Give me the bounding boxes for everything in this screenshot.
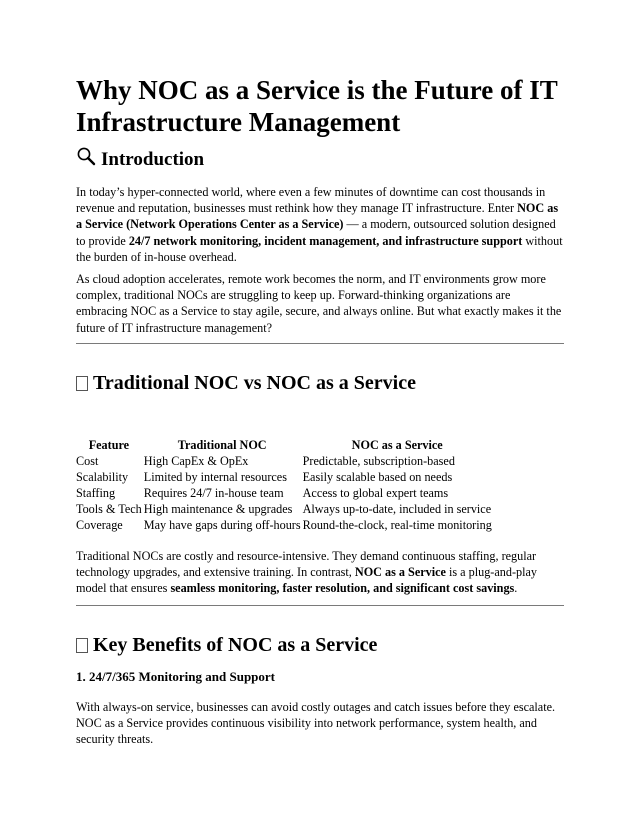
table-row — [76, 517, 494, 533]
table-cell: High CapEx & OpEx — [143, 454, 249, 468]
comparison-text-1: Traditional NOCs are costly and resource-intensive. They demand continuous staffing, regular technology upgrades, and extensive training. In contrast, — [76, 549, 537, 580]
intro-heading — [76, 146, 204, 173]
table-cell: Access to global expert teams — [302, 486, 449, 500]
table-cell: Coverage — [76, 518, 123, 532]
table-cell: Limited by internal resources — [143, 470, 287, 484]
comparison-text-2: is a plug-and-play model that ensures — [76, 565, 537, 596]
section-divider — [76, 605, 564, 606]
intro-paragraph-1 — [76, 184, 564, 265]
table-row — [76, 485, 494, 501]
table-cell: Predictable, subscription-based — [302, 454, 455, 468]
table-row — [76, 453, 494, 469]
table-cell: Tools & Tech — [76, 502, 142, 516]
intro-p1-text-3: without the burden of in-house overhead. — [76, 233, 563, 264]
page-title: Why NOC as a Service is the Future of IT Infrastructure Management — [76, 75, 558, 137]
table-cell: Always up-to-date, included in service — [302, 502, 492, 516]
comparison-heading — [76, 370, 416, 396]
table-cell: Requires 24/7 in-house team — [143, 486, 284, 500]
table-cell: Easily scalable based on needs — [302, 470, 453, 484]
table-row — [76, 501, 494, 517]
comparison-text-3: . — [514, 581, 518, 596]
benefit-1-heading: 1. 24/7/365 Monitoring and Support — [76, 669, 276, 684]
intro-p1-bold-2: 24/7 network monitoring, incident management, and infrastructure support — [128, 233, 523, 248]
magnifier-icon — [76, 146, 96, 173]
comparison-table — [76, 436, 494, 533]
comparison-bold-1: NOC as a Service — [354, 565, 446, 580]
table-cell: Staffing — [76, 486, 116, 500]
comparison-bold-2: seamless monitoring, faster resolution, and significant cost savings — [170, 581, 515, 596]
intro-p1-bold-1: NOC as a Service (Network Operations Center as a Service) — [76, 201, 559, 232]
table-cell: Round-the-clock, real-time monitoring — [302, 518, 492, 532]
col-header-naas: NOC as a Service — [351, 437, 443, 452]
table-cell: Scalability — [76, 470, 129, 484]
benefits-heading-text: Key Benefits of NOC as a Service — [93, 634, 378, 656]
col-header-feature: Feature — [88, 437, 130, 452]
benefit-1-paragraph: With always-on service, businesses can avoid costly outages and catch issues before they escalate. NOC as a Service provides continuous visibility into network performance, system health, and security threats. — [76, 700, 556, 747]
missing-glyph-icon — [76, 638, 88, 653]
table-cell: High maintenance & upgrades — [143, 502, 293, 516]
intro-heading-text: Introduction — [101, 148, 205, 170]
missing-glyph-icon — [76, 376, 88, 391]
intro-paragraph-2: As cloud adoption accelerates, remote work becomes the norm, and IT environments grow more complex, traditional NOCs are struggling to keep up. Forward-thinking organizations are embracing NOC as a Service to stay agile, secure, and always online. But what exactly makes it the future of IT infrastructure management? — [76, 272, 562, 335]
comparison-paragraph — [76, 548, 564, 597]
table-cell: May have gaps during off-hours — [143, 518, 301, 532]
table-row — [76, 469, 494, 485]
col-header-traditional: Traditional NOC — [177, 437, 267, 452]
benefits-heading — [76, 632, 377, 658]
intro-p1-text-1: In today’s hyper-connected world, where even a few minutes of downtime can cost thousands in revenue and reputation, businesses must rethink how they manage IT infrastructure. Enter — [76, 185, 546, 216]
section-divider — [76, 343, 564, 344]
comparison-heading-text: Traditional NOC vs NOC as a Service — [93, 372, 416, 394]
table-header-row — [76, 436, 494, 453]
intro-p1-text-2: — a modern, outsourced solution designed to provide — [76, 217, 556, 248]
table-cell: Cost — [76, 454, 99, 468]
